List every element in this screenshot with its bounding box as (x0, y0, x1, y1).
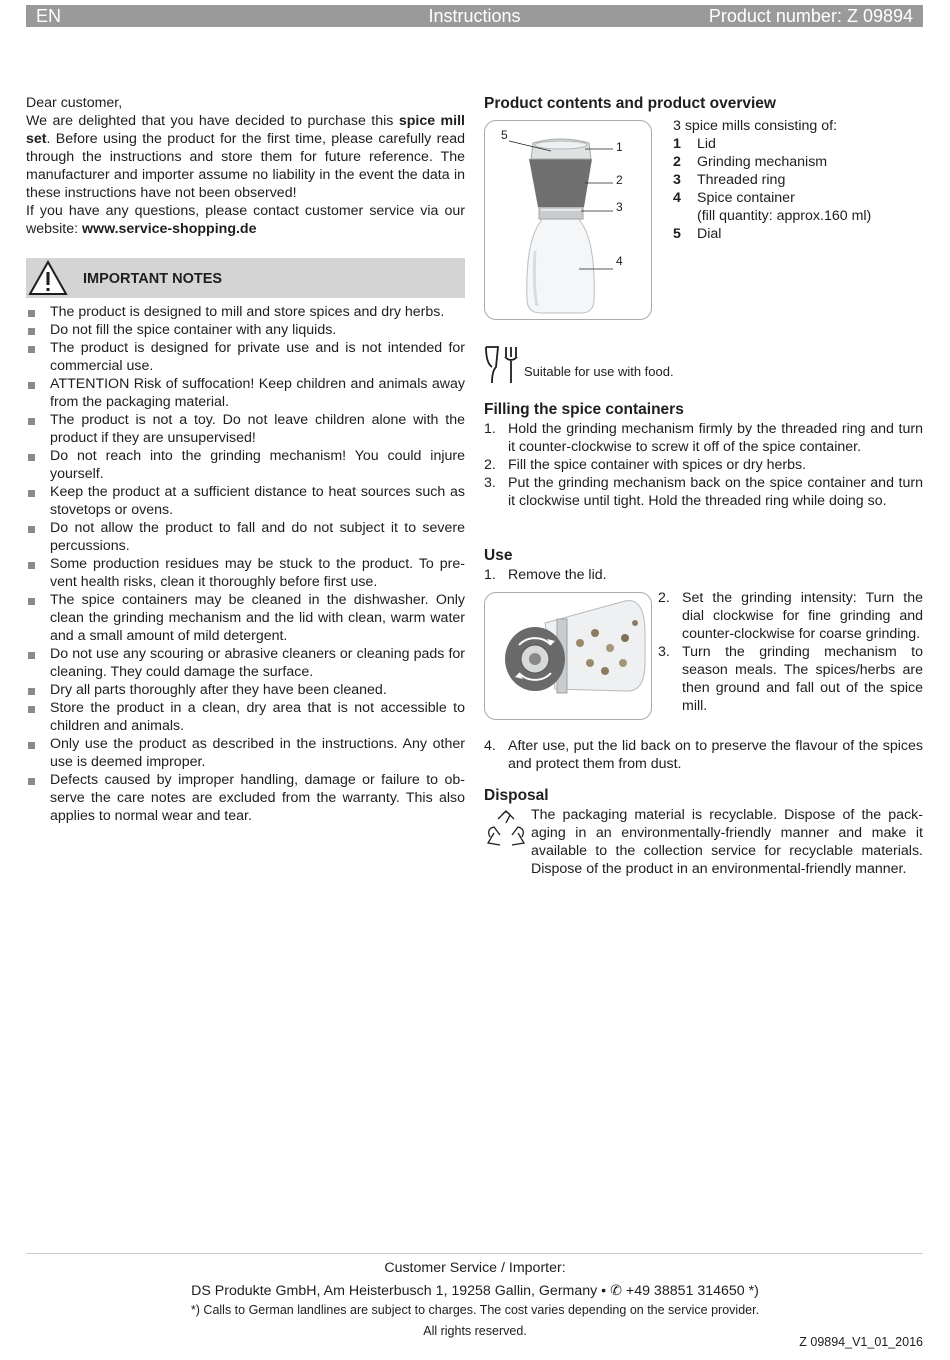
intro-section (26, 94, 465, 238)
use-steps-last (484, 737, 923, 773)
callout-1: 1 (616, 140, 623, 154)
callout-3: 3 (616, 200, 623, 214)
website-link[interactable]: www.service-shopping.de (82, 221, 257, 237)
part-item: 2 Grinding mechanism (673, 154, 828, 170)
part-item: 1 Lid (673, 136, 716, 152)
intro-paragraph: We are delighted that you have decided to purchase this spice mill set. Before using the product for the first time, please carefully read through the instructions and store them for future reference. The manufacturer and importer assume no liability in the event the data in these instructions have not been observed! (26, 113, 465, 201)
callout-5: 5 (501, 128, 508, 142)
part-item: 5 Dial (673, 226, 722, 242)
recycling-icon (484, 809, 528, 849)
disposal-section (484, 786, 923, 878)
use-steps-side (658, 589, 923, 715)
spice-mill-drawing (485, 121, 651, 319)
filling-steps (484, 420, 923, 510)
note-item: Defects caused by improper handling, damage or failure to observe the care notes are excluded from the warranty. This also applies to normal wear and tear. (26, 771, 465, 825)
footer-divider (26, 1253, 923, 1254)
use-steps-middle (658, 589, 923, 715)
footer-note: *) Calls to German landlines are subject to charges. The cost varies depending on the service provider. (190, 1303, 760, 1317)
contact-paragraph: If you have any questions, please contact customer service via our website: www.service-shopping.de (26, 203, 465, 237)
list-item: 1. Remove the lid. (484, 567, 607, 583)
grinding-illustration (484, 592, 652, 720)
mill-in-use-drawing (485, 593, 651, 719)
page-title: Instructions (428, 6, 521, 26)
note-item: The product is designed to mill and store spices and dry herbs. (26, 303, 465, 321)
list-item: 3. Turn the grinding mechanism to season meals. The spices/herbs are then ground and fall out of the spice mill. (658, 644, 923, 714)
note-item: Only use the product as described in the instructions. Any other use is deemed improper. (26, 735, 465, 771)
note-item: Do not reach into the grinding mechanism! You could injure yourself. (26, 447, 465, 483)
food-safe-notice (484, 345, 923, 385)
parts-list (673, 117, 923, 243)
parts-intro: 3 spice mills consisting of: (673, 118, 838, 134)
note-item: The spice containers may be cleaned in the dishwasher. Only clean the grinding mechanism and the lid with clean, warm water and a small amount of mild detergent. (26, 591, 465, 645)
fill-quantity: (fill quantity: approx.160 ml) (697, 208, 872, 224)
food-safe-icon (484, 345, 522, 385)
note-item: Dry all parts thoroughly after they have been cleaned. (26, 681, 465, 699)
note-item: The product is not a toy. Do not leave children alone with the product if they are unsupervised! (26, 411, 465, 447)
list-item: 2. Fill the spice container with spices or dry herbs. (484, 457, 807, 473)
use-steps-first (484, 566, 923, 584)
footer-address: DS Produkte GmbH, Am Heisterbusch 1, 19258 Gallin, Germany • ✆ +49 38851 314650 *) (191, 1283, 759, 1299)
disposal-text: The packaging material is recyclable. Dispose of the packaging in an environmentally-friendly manner and make it available to the collection service for recyclable materials. Dispose of the product in an environmental-friendly manner. (531, 807, 923, 877)
header-bar (26, 5, 923, 27)
product-name: spice mill set (26, 113, 465, 147)
note-item: Store the product in a clean, dry area that is not accessible to children and animals. (26, 699, 465, 735)
note-item: Some production residues may be stuck to the product. To prevent health risks, clean it thoroughly before first use. (26, 555, 465, 591)
greeting: Dear customer, (26, 95, 123, 111)
filling-title: Filling the spice containers (484, 401, 684, 418)
note-item: Keep the product at a sufficient distance to heat sources such as stovetops or ovens. (26, 483, 465, 519)
list-item: 4. After use, put the lid back on to preserve the flavour of the spices and protect them from dust. (484, 738, 923, 772)
note-item: Do not allow the product to fall and do not subject it to severe percussions. (26, 519, 465, 555)
important-notes-title: IMPORTANT NOTES (83, 271, 223, 287)
use-title: Use (484, 547, 513, 564)
note-item: The product is designed for private use and is not intended for commercial use. (26, 339, 465, 375)
spice-mill-illustration (484, 120, 652, 320)
list-item: 3. Put the grinding mechanism back on the spice container and turn it clockwise until tight. Hold the threaded ring while doing so. (484, 475, 923, 509)
note-item: Do not use any scouring or abrasive cleaners or cleaning pads for cleaning. They could damage the surface. (26, 645, 465, 681)
footer-service: Customer Service / Importer: (384, 1260, 566, 1276)
note-item: Do not fill the spice container with any liquids. (26, 321, 465, 339)
important-notes-header (26, 258, 465, 298)
footer-rights: All rights reserved. (423, 1324, 527, 1338)
disposal-title: Disposal (484, 787, 549, 804)
list-item: 1. Hold the grinding mechanism firmly by the threaded ring and turn it counter-clockwise to screw it off of the spice container. (484, 421, 923, 455)
use-steps-end (484, 737, 923, 773)
callout-2: 2 (616, 173, 623, 187)
part-item: 4 Spice container (673, 190, 795, 206)
overview-title: Product contents and product overview (484, 95, 776, 112)
list-item: 2. Set the grinding intensity: Turn the dial clockwise for fine grinding and counter-clockwise for coarse grinding. (658, 590, 923, 642)
callout-4: 4 (616, 254, 623, 268)
product-number: Product number: Z 09894 (708, 6, 913, 26)
food-safe-text: Suitable for use with food. (524, 364, 674, 379)
part-item: 3 Threaded ring (673, 172, 786, 188)
warning-triangle-icon (28, 260, 68, 296)
note-item: ATTENTION Risk of suffocation! Keep children and animals away from the packaging material. (26, 375, 465, 411)
use-section (484, 546, 923, 584)
document-version: Z 09894_V1_01_2016 (799, 1335, 923, 1349)
overview-section (484, 94, 923, 114)
language-label: EN (36, 6, 62, 26)
important-notes-list (26, 303, 465, 825)
filling-section (484, 400, 923, 510)
